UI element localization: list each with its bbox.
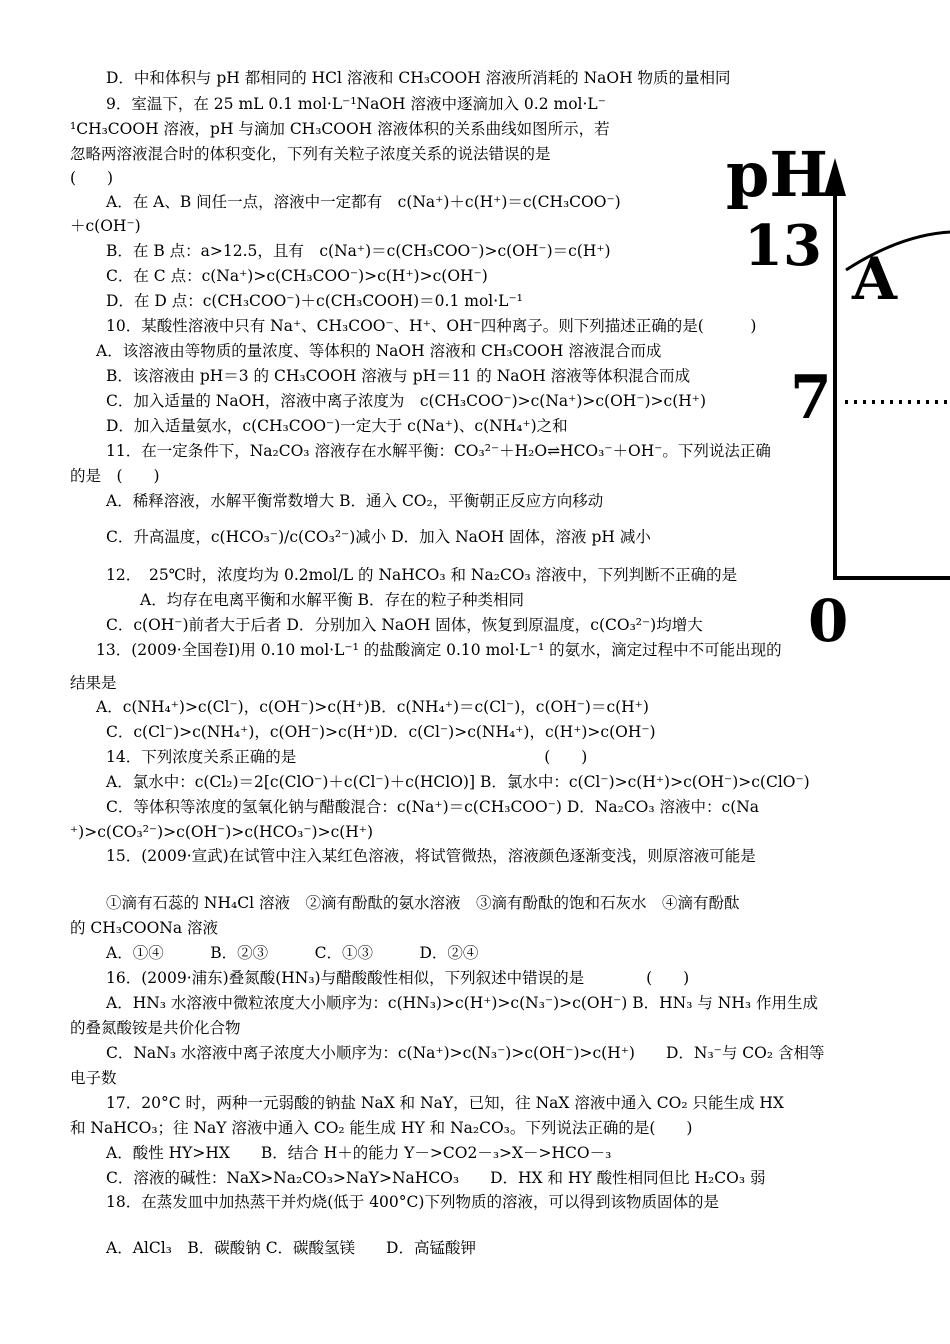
q9-stem-2: ¹CH₃COOH 溶液，pH 与滴加 CH₃COOH 溶液体积的关系曲线如图所示，若: [70, 120, 610, 138]
q13-stem-1: 13．(2009·全国卷Ⅰ)用 0.10 mol·L⁻¹ 的盐酸滴定 0.10 mol·L⁻¹ 的氨水，滴定过程中不可能出现的: [96, 641, 782, 659]
q13-options-ab: A．c(NH₄⁺)>c(Cl⁻)，c(OH⁻)>c(H⁺)B．c(NH₄⁺)＝c(Cl⁻)，c(OH⁻)＝c(H⁺): [96, 698, 649, 716]
q9-option-b: B．在 B 点：a>12.5，且有 c(Na⁺)＝c(CH₃COO⁻)>c(OH⁻)＝c(H⁺): [106, 242, 611, 260]
q10-option-d: D．加入适量氨水，c(CH₃COO⁻)一定大于 c(Na⁺)、c(NH₄⁺)之和: [106, 417, 568, 435]
q16-options-cd: C．NaN₃ 水溶液中离子浓度大小顺序为：c(Na⁺)>c(N₃⁻)>c(OH⁻)>c(H⁺) D．N₃⁻与 CO₂ 含相等: [106, 1044, 825, 1062]
q18-options: A．AlCl₃ B．碳酸钠 C．碳酸氢镁 D．高锰酸钾: [106, 1239, 476, 1257]
ph-axis-label: pH: [726, 138, 828, 211]
q16-options-ab: A．HN₃ 水溶液中微粒浓度大小顺序为：c(HN₃)>c(H⁺)>c(N₃⁻)>c(OH⁻) B．HN₃ 与 NH₃ 作用生成: [106, 994, 819, 1012]
q15-items-cont: 的 CH₃COONa 溶液: [70, 919, 219, 937]
q10-option-c: C．加入适量的 NaOH，溶液中离子浓度为 c(CH₃COO⁻)>c(Na⁺)>c(OH⁻)>c(H⁺): [106, 392, 707, 410]
q10-option-a: A．该溶液由等物质的量浓度、等体积的 NaOH 溶液和 CH₃COOH 溶液混合而成: [96, 342, 662, 360]
q12-options-cd: C．c(OH⁻)前者大于后者 D．分别加入 NaOH 固体，恢复到原温度，c(CO₃²⁻)均增大: [106, 616, 703, 634]
q16-option-d-cont: 电子数: [70, 1069, 117, 1087]
tick-7-label: 7: [790, 363, 832, 433]
q15-options: A．①④ B．②③ C．①③ D．②④: [106, 944, 479, 962]
q12-options-ab: A．均存在电离平衡和水解平衡 B．存在的粒子种类相同: [140, 591, 525, 609]
titration-graph-fragment: [700, 140, 950, 660]
q9-option-d: D．在 D 点：c(CH₃COO⁻)＋c(CH₃COOH)＝0.1 mol·L⁻¹: [106, 292, 523, 310]
q12-stem: 12． 25℃时，浓度均为 0.2mol/L 的 NaHCO₃ 和 Na₂CO₃ 溶液中，下列判断不正确的是: [106, 566, 738, 584]
q13-options-cd: C．c(Cl⁻)>c(NH₄⁺)，c(OH⁻)>c(H⁺)D．c(Cl⁻)>c(NH₄⁺)，c(H⁺)>c(OH⁻): [106, 723, 656, 741]
tick-0-label: 0: [808, 587, 849, 655]
q14-options-ab: A．氯水中：c(Cl₂)＝2[c(ClO⁻)＋c(Cl⁻)＋c(HClO)] B．氯水中：c(Cl⁻)>c(H⁺)>c(OH⁻)>c(ClO⁻): [106, 773, 810, 791]
q10-option-b: B．该溶液由 pH＝3 的 CH₃COOH 溶液与 pH＝11 的 NaOH 溶液等体积混合而成: [106, 367, 691, 385]
q11-options-ab: A．稀释溶液，水解平衡常数增大 B．通入 CO₂，平衡朝正反应方向移动: [106, 492, 604, 510]
q11-stem-2: 的是 ( ): [70, 467, 160, 485]
q17-options-cd: C．溶液的碱性：NaX>Na₂CO₃>NaY>NaHCO₃ D．HX 和 HY 酸性相同但比 H₂CO₃ 弱: [106, 1169, 766, 1187]
tick-13-label: 13: [744, 213, 822, 279]
q16-option-b-cont: 的叠氮酸铵是共价化合物: [70, 1019, 241, 1037]
q15-stem: 15．(2009·宣武)在试管中注入某红色溶液，将试管微热，溶液颜色逐渐变浅，则原溶液可能是: [106, 847, 756, 865]
q14-option-d-cont: ⁺)>c(CO₃²⁻)>c(OH⁻)>c(HCO₃⁻)>c(H⁺): [70, 823, 374, 841]
q14-stem: 14．下列浓度关系正确的是 ( ): [106, 748, 588, 766]
q8-option-d: D．中和体积与 pH 都相同的 HCl 溶液和 CH₃COOH 溶液所消耗的 NaOH 物质的量相同: [106, 69, 731, 87]
q9-stem-3: 忽略两溶液混合时的体积变化，下列有关粒子浓度关系的说法错误的是: [70, 145, 551, 163]
q9-option-c: C．在 C 点：c(Na⁺)>c(CH₃COO⁻)>c(H⁺)>c(OH⁻): [106, 267, 488, 285]
q11-options-cd: C．升高温度，c(HCO₃⁻)/c(CO₃²⁻)减小 D．加入 NaOH 固体，溶液 pH 减小: [106, 528, 651, 546]
q17-stem-2: 和 NaHCO₃；往 NaY 溶液中通入 CO₂ 能生成 HY 和 Na₂CO₃。下列说法正确的是( ): [70, 1119, 693, 1137]
q13-stem-2: 结果是: [70, 674, 117, 692]
q15-items: ①滴有石蕊的 NH₄Cl 溶液 ②滴有酚酞的氨水溶液 ③滴有酚酞的饱和石灰水 ④滴有酚酞: [106, 894, 740, 912]
q16-stem: 16．(2009·浦东)叠氮酸(HN₃)与醋酸酸性相似，下列叙述中错误的是 ( ): [106, 969, 690, 987]
q10-stem: 10．某酸性溶液中只有 Na⁺、CH₃COO⁻、H⁺、OH⁻四种离子。则下列描述正确的是( ): [106, 317, 757, 335]
point-a-label: A: [852, 245, 898, 313]
q9-paren: ( ): [70, 169, 114, 187]
q9-option-a-cont: ＋c(OH⁻): [70, 217, 141, 235]
q9-option-a: A．在 A、B 间任一点，溶液中一定都有 c(Na⁺)＋c(H⁺)＝c(CH₃COO⁻): [106, 193, 621, 211]
q17-options-ab: A．酸性 HY>HX B．结合 H＋的能力 Y－>CO2－₃>X－>HCO－₃: [106, 1144, 612, 1162]
q11-stem-1: 11．在一定条件下，Na₂CO₃ 溶液存在水解平衡：CO₃²⁻＋H₂O⇌HCO₃⁻＋OH⁻。下列说法正确: [106, 442, 771, 460]
q18-stem: 18．在蒸发皿中加热蒸干并灼烧(低于 400°C)下列物质的溶液，可以得到该物质固体的是: [106, 1193, 719, 1211]
q17-stem-1: 17．20°C 时，两种一元弱酸的钠盐 NaX 和 NaY，已知，往 NaX 溶液中通入 CO₂ 只能生成 HX: [106, 1094, 784, 1112]
q14-options-cd: C．等体积等浓度的氢氧化钠与醋酸混合：c(Na⁺)＝c(CH₃COO⁻) D．Na₂CO₃ 溶液中：c(Na: [106, 798, 760, 816]
q9-stem-1: 9．室温下，在 25 mL 0.1 mol·L⁻¹NaOH 溶液中逐滴加入 0.2 mol·L⁻: [106, 95, 606, 113]
